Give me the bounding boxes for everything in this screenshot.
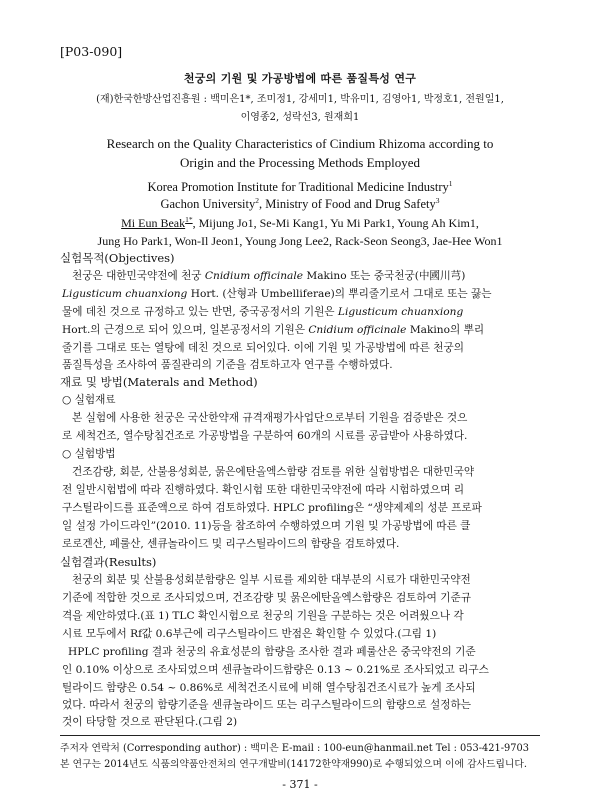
materials-line-1: 본 실험에 사용한 천궁은 국산한약재 규격재평가사업단으로부터 기원을 검증받은 것으 <box>72 412 468 424</box>
results-line-7: 틸라이드 함량은 0.54 ~ 0.86%로 세척건조시료에 비해 열수탕침건조시료가 높게 조사되 <box>62 682 476 694</box>
objectives-line-3 <box>62 304 463 319</box>
objectives-line-6: 품질특성을 조사하여 품질관리의 기준을 검토하고자 연구를 수행하였다. <box>62 359 393 371</box>
authors-rest-1: , Mijung Jo1, Se-Mi Kang1, Yu Mi Park1, Young Ah Kim1, <box>192 216 479 230</box>
objectives-line-1 <box>72 268 465 283</box>
affiliation-2: Gachon University$^2$, Ministry of Food and Drug Safety$^3$ <box>160 195 440 211</box>
results-line-3: 격을 제안하였다.(표 1) TLC 확인시험으로 천궁의 기원을 구분하는 것은 어려웠으나 각 <box>62 610 464 622</box>
objectives-line-2 <box>62 286 492 301</box>
affiliation-2b-text: , Ministry of Food and Drug Safety <box>259 197 436 211</box>
species-name: Ligusticum chuanxiong <box>337 306 464 318</box>
method-line-2: 전 일반시험법에 따라 진행하였다. 확인시험 또한 대한민국약전에 따라 시험하였으며 리 <box>62 484 465 496</box>
results-line-5: HPLC profiling 결과 천궁의 유효성분의 함량을 조사한 결과 페룰산은 중국약전의 기준 <box>68 646 476 658</box>
footnote-divider <box>60 735 540 736</box>
korean-authors-line-2: 이영종2, 성락선3, 원재희1 <box>240 112 360 123</box>
materials-subheading: ○ 실험재료 <box>62 394 116 406</box>
species-name: Cnidium officinale <box>204 270 304 282</box>
method-subheading: ○ 실험방법 <box>62 448 116 460</box>
method-line-3: 구스틸라이드를 표준액으로 하여 검토하였다. HPLC profiling은 “생약제제의 성분 프로파 <box>62 502 482 514</box>
text-span: Makino 또는 중국천궁(中國川芎) <box>303 270 466 282</box>
species-name: Ligusticum chuanxiong <box>62 288 188 300</box>
corresponding-author-note: 주저자 연락처 (Corresponding author) : 백미은 E-mail : 100-eun@hanmail.net Tel : 053-421-9703 <box>60 743 529 754</box>
english-authors-line-2: Jung Ho Park1, Won-Il Jeon1, Young Jong Lee2, Rack-Seon Seong3, Jae-Hee Won1 <box>97 234 503 248</box>
english-title-line-1: Research on the Quality Characteristics of Cindium Rhizoma according to <box>106 136 494 151</box>
affiliation-2a-text: Gachon University <box>160 197 256 211</box>
page-number: - 371 - <box>282 778 318 791</box>
affiliation-1-text: Korea Promotion Institute for Traditional Medicine Industry <box>147 180 449 194</box>
text-span: Hort.의 근경으로 되어 있으며, 일본공정서의 기원은 <box>62 324 309 336</box>
english-authors-line-1: Mi Eun Beak$^{1*}$, Mijung Jo1, Se-Mi Kang1, Yu Mi Park1, Young Ah Kim1, <box>121 215 479 230</box>
korean-title: 천궁의 기원 및 가공방법에 따른 품질특성 연구 <box>183 72 417 85</box>
lead-author: Mi Eun Beak <box>121 216 186 230</box>
funding-note: 본 연구는 2014년도 식품의약품안전처의 연구개발비(14172한약재990)로 수행되었으며 이에 감사드립니다. <box>60 759 527 770</box>
text-span: 천궁은 대한민국약전에 천궁 <box>72 270 205 282</box>
materials-line-2: 로 세척건조, 열수탕침건조로 가공방법을 구분하여 60개의 시료를 공급받아 사용하였다. <box>62 430 468 442</box>
results-line-2: 기준에 적합한 것으로 조사되었으며, 건조감량 및 묽은에탄올엑스함량은 검토하여 기준규 <box>62 592 471 604</box>
objectives-line-5: 줄기를 그대로 또는 열탕에 데친 것으로 되어있다. 이에 기원 및 가공방법에 따른 천궁의 <box>62 342 464 354</box>
affiliation-1: Korea Promotion Institute for Traditional Medicine Industry$^1$ <box>147 178 453 194</box>
species-name: Cnidium officinale <box>308 324 407 336</box>
method-line-1: 건조감량, 회분, 산불용성회분, 묽은에탄올엑스함량 검토를 위한 실험방법은 대한민국약 <box>72 466 475 478</box>
abstract-code: [P03-090] <box>60 44 123 59</box>
results-heading: 실험결과(Results) <box>60 555 157 569</box>
results-line-6: 인 0.10% 이상으로 조사되었으며 센큐놀라이드함량은 0.13 ~ 0.21%로 조사되었고 리구스 <box>62 664 489 676</box>
results-line-9: 것이 타당할 것으로 판단된다.(그림 2) <box>62 716 238 728</box>
results-line-1: 천궁의 회분 및 산불용성회분함량은 일부 시료를 제외한 대부분의 시료가 대한민국약전 <box>72 574 471 586</box>
text-span: 물에 데친 것으로 규정하고 있는 반면, 중국공정서의 기원은 <box>62 306 338 318</box>
english-title-line-2: Origin and the Processing Methods Employed <box>179 155 421 170</box>
method-line-4: 일 설정 가이드라인”(2010. 11)등을 참조하여 수행하였으며 기원 및 가공방법에 따른 클 <box>62 520 471 532</box>
results-line-8: 었다. 따라서 천궁의 함량기준을 센큐놀라이드 또는 리구스틸라이드의 함량으로 설정하는 <box>62 699 471 711</box>
materials-heading: 재료 및 방법(Materals and Method) <box>60 375 258 389</box>
objectives-heading: 실험목적(Objectives) <box>60 251 175 265</box>
korean-authors-line-1: (재)한국한방산업진흥원 : 백미은1*, 조미정1, 강세미1, 박유미1, 김영아1, 박정호1, 전원일1, <box>96 94 504 105</box>
objectives-line-4 <box>62 322 484 337</box>
results-line-4: 시료 모두에서 Rf값 0.6부근에 리구스틸라이드 반점은 확인할 수 있었다.(그림 1) <box>62 628 437 640</box>
text-span: Makino의 뿌리 <box>406 324 485 336</box>
text-span: Hort. (산형과 Umbelliferae)의 뿌리줄기로서 그대로 또는 끓는 <box>187 288 492 300</box>
method-line-5: 로로겐산, 페룰산, 센큐놀라이드 및 리구스틸라이드의 함량을 검토하였다. <box>62 538 400 550</box>
